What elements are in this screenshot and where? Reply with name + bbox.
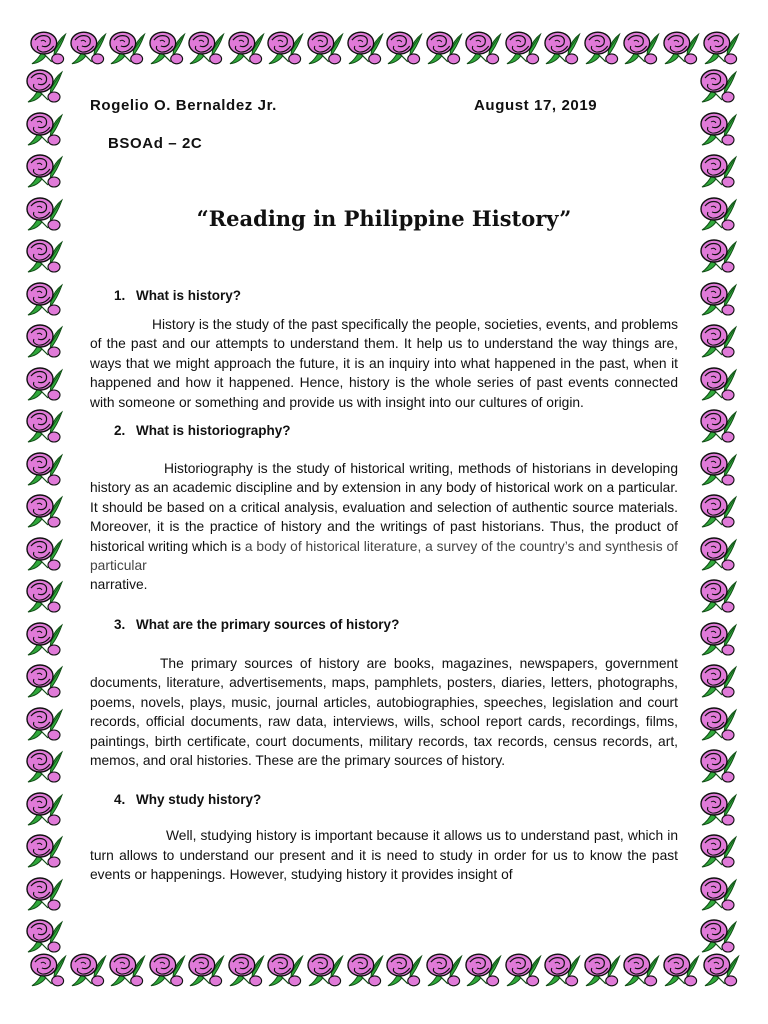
answer-paragraph: Well, studying history is important because it allows us to understand past, which in turn allows to understand our present and it is need to study in order for us to know the past events or happenings. However, studying history it provides insight of [90,828,678,883]
rose-icon [698,787,738,827]
rose-icon [582,26,622,66]
rose-icon [698,319,738,359]
document-title: “Reading in Philippine History” [196,206,572,231]
rose-icon [698,574,738,614]
rose-icon [24,787,64,827]
rose-icon [24,107,64,147]
rose-icon [24,234,64,274]
answer-paragraph: The primary sources of history are books, magazines, newspapers, government documents, literature, advertisements, maps, pamphlets, posters, diaries, letters, photographs, poems, novels, plays, music, journal articles, autobiographies, speeches, legislation and court records, official documents, raw data, interviews, wills, school report cards, recordings, films, paintings, birth certificate, court documents, military records, tax records, census records, art, memos, and oral histories. These are the primary sources of history. [90,655,678,768]
rose-icon [24,404,64,444]
document-body [90,288,678,885]
rose-icon [24,574,64,614]
rose-icon [24,64,64,104]
floral-border-bottom [28,948,740,992]
rose-icon [503,26,543,66]
rose-icon [698,277,738,317]
question-heading: 3. What are the primary sources of history? [114,616,400,632]
rose-icon [147,26,187,66]
document-date: August 17, 2019 [474,97,598,114]
rose-icon [24,702,64,742]
rose-icon [24,532,64,572]
rose-icon [24,744,64,784]
rose-icon [345,26,385,66]
rose-icon [24,659,64,699]
rose-icon [24,489,64,529]
rose-icon [345,948,385,988]
rose-icon [698,64,738,104]
rose-icon [305,948,345,988]
rose-icon [621,948,661,988]
rose-icon [463,948,503,988]
answer-paragraph: History is the study of the past specifically the people, societies, events, and problems of the past and our attempts to understand them. It help us to understand the way things are, ways that we might approach the future, it is an inquiry into what happened in the past, when it happened and how it happened. Hence, history is the whole series of past events connected with someone or something and provide us with insight into our cultures of origin. [90,317,678,410]
rose-icon [621,26,661,66]
rose-icon [701,948,741,988]
floral-border-top [28,26,740,70]
rose-icon [226,26,266,66]
rose-icon [698,744,738,784]
rose-icon [424,26,464,66]
answer-ending: narrative. [90,577,148,593]
rose-icon [24,829,64,869]
rose-icon [305,26,345,66]
rose-icon [226,948,266,988]
rose-icon [68,26,108,66]
rose-icon [698,107,738,147]
rose-icon [186,26,226,66]
rose-icon [24,914,64,954]
rose-icon [582,948,622,988]
author-name: Rogelio O. Bernaldez Jr. [90,97,277,114]
rose-icon [265,26,305,66]
rose-icon [24,149,64,189]
rose-icon [24,277,64,317]
class-section: BSOAd – 2C [108,135,203,152]
rose-icon [24,617,64,657]
rose-icon [698,234,738,274]
rose-icon [701,26,741,66]
rose-icon [28,26,68,66]
rose-icon [68,948,108,988]
rose-icon [107,26,147,66]
rose-icon [24,447,64,487]
rose-icon [698,659,738,699]
rose-icon [147,948,187,988]
rose-icon [661,948,701,988]
rose-icon [698,489,738,529]
rose-icon [463,26,503,66]
question-heading: 2. What is historiography? [114,423,291,439]
rose-icon [698,829,738,869]
rose-icon [265,948,305,988]
rose-icon [107,948,147,988]
answer-paragraph: Historiography is the study of historical writing, methods of historians in developing history as an academic discipline and by extension in any body of historical work on a particular. It should be based on a critical analysis, evaluation and selection of authentic source materials. Moreover, it is the practice of history and the writings of past historians. Thus, the product of historical writing which is a body of historical literature, a survey of the country’s and synthesis of particular narrative. [90,461,678,593]
rose-icon [24,362,64,402]
rose-icon [698,532,738,572]
rose-icon [698,149,738,189]
rose-icon [661,26,701,66]
rose-icon [698,702,738,742]
rose-icon [698,447,738,487]
rose-icon [698,404,738,444]
rose-icon [24,319,64,359]
rose-icon [28,948,68,988]
rose-icon [186,948,226,988]
rose-icon [384,948,424,988]
rose-icon [698,617,738,657]
rose-icon [542,948,582,988]
question-heading: 1. What is history? [114,288,242,303]
question-heading: 4. Why study history? [114,792,262,808]
floral-border-right [698,64,742,954]
rose-icon [542,26,582,66]
rose-icon [698,872,738,912]
rose-icon [698,362,738,402]
rose-icon [384,26,424,66]
rose-icon [24,872,64,912]
rose-icon [503,948,543,988]
rose-icon [698,914,738,954]
answer-continuation: a body of historical literature, a survey of the country’s and synthesis of particular [90,538,678,574]
rose-icon [424,948,464,988]
floral-border-left [24,64,68,954]
